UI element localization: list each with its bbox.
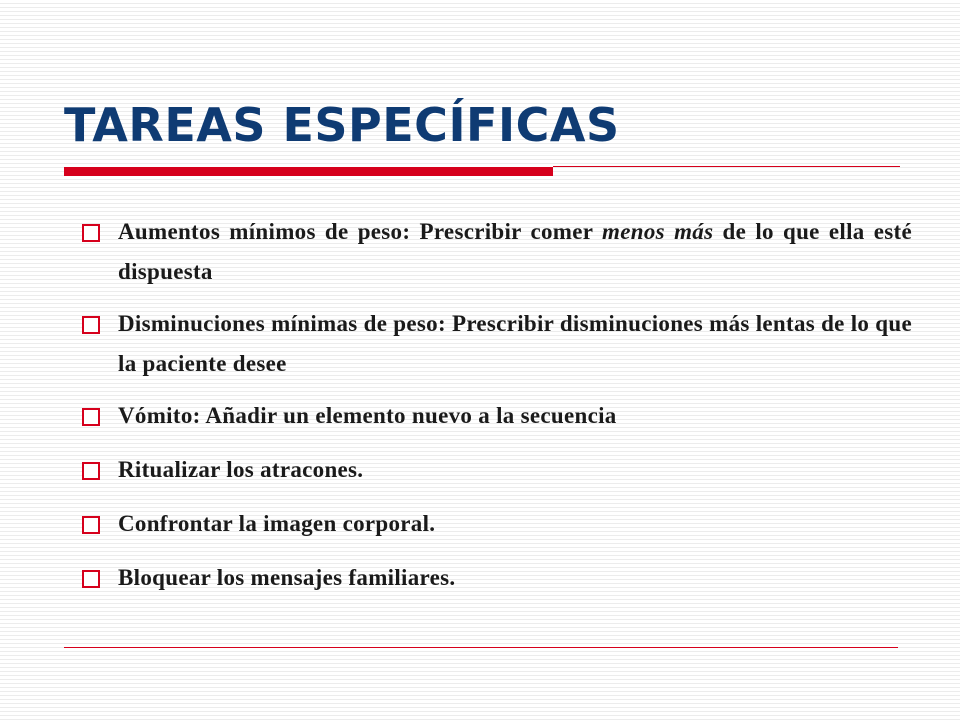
title-accent-bar xyxy=(64,167,553,176)
hollow-square-icon xyxy=(82,224,100,242)
bullet-item xyxy=(82,558,912,598)
bullet-text-emphasis: menos más xyxy=(602,219,714,244)
bullet-list xyxy=(82,212,912,612)
bullet-item xyxy=(82,396,912,436)
bullet-item xyxy=(82,212,912,292)
bullet-text: Disminuciones mínimas de peso: Prescribir disminuciones más lentas de lo que la paciente desee xyxy=(118,311,912,376)
bullet-item xyxy=(82,304,912,384)
bullet-text: Ritualizar los atracones. xyxy=(118,457,364,482)
hollow-square-icon xyxy=(82,516,100,534)
hollow-square-icon xyxy=(82,570,100,588)
bullet-item xyxy=(82,504,912,544)
slide-title: TAREAS ESPECÍFICAS xyxy=(64,98,620,152)
bullet-text: Vómito: Añadir un elemento nuevo a la secuencia xyxy=(118,403,617,428)
bottom-divider-line xyxy=(64,647,898,648)
hollow-square-icon xyxy=(82,462,100,480)
bullet-text-end: de lo que ella esté dispuesta xyxy=(118,219,912,284)
bullet-text: Confrontar la imagen corporal. xyxy=(118,511,436,536)
hollow-square-icon xyxy=(82,316,100,334)
title-divider-line xyxy=(553,166,900,167)
hollow-square-icon xyxy=(82,408,100,426)
bullet-item xyxy=(82,450,912,490)
bullet-text-start: Aumentos mínimos de peso: Prescribir comer xyxy=(118,219,603,244)
bullet-text: Bloquear los mensajes familiares. xyxy=(118,565,456,590)
